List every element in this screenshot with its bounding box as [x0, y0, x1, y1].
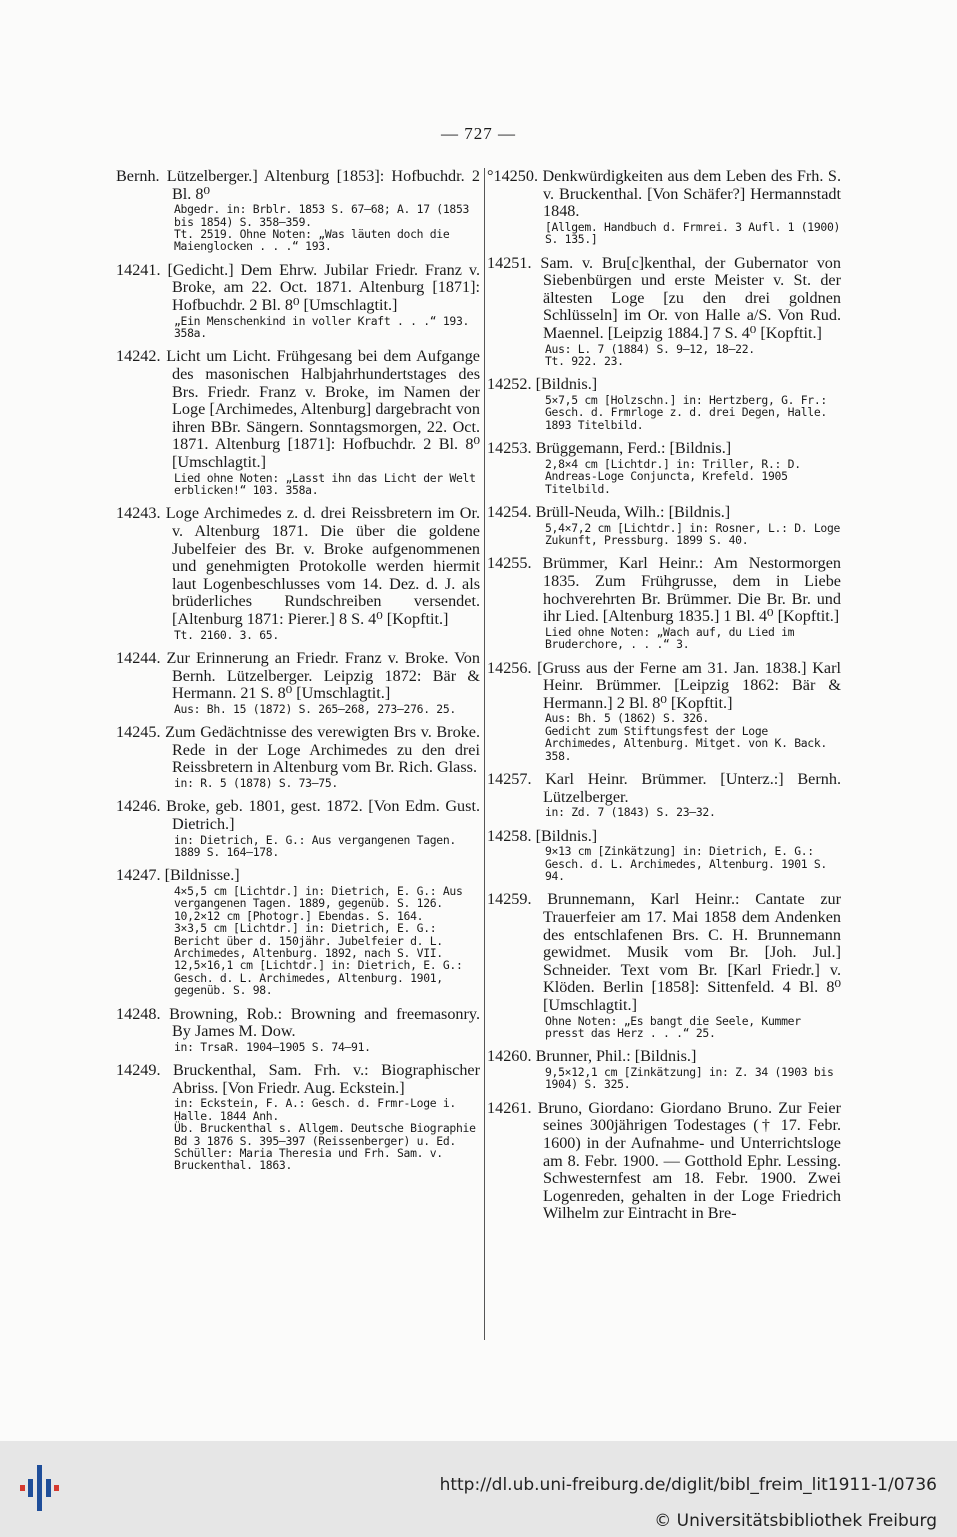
university-logo-icon [20, 1463, 60, 1513]
bibliography-entry [487, 255, 841, 368]
entry-note: Tt. 2160. 3. 65. [174, 627, 279, 642]
entry-title: 14245. Zum Gedächtnisse des verewigten Brs v. Broke. Rede in der Loge Archimedes zu den drei Reissbretern in Altenburg vom Br. Rich. Glass. [116, 723, 480, 777]
entry-title: °14250. Denkwürdigkeiten aus dem Leben des Frh. S. v. Bruckenthal. [Von Schäfer?] Hermannstadt 1848. [487, 167, 841, 221]
bibliography-entry [487, 771, 841, 819]
entry-title: 14249. Bruckenthal, Sam. Frh. v.: Biographischer Abriss. [Von Friedr. Aug. Eckstein.] [116, 1061, 480, 1097]
entry-note: Aus: Bh. 15 (1872) S. 265—268, 273—276. 25. [174, 701, 456, 716]
viewer-footer [0, 1441, 957, 1537]
copyright-text: © Universitätsbibliothek Freiburg [654, 1511, 937, 1531]
bibliography-entry [116, 650, 480, 715]
entry-title: 14258. [Bildnis.] [487, 826, 598, 845]
column-divider [484, 168, 485, 1340]
bibliography-entry [487, 504, 841, 546]
entry-title: 14246. Broke, geb. 1801, gest. 1872. [Von Edm. Gust. Dietrich.] [116, 797, 480, 833]
bibliography-entry [487, 168, 841, 246]
entry-title: 14243. Loge Archimedes z. d. drei Reissbretern im Or. v. Altenburg 1871. Die über die goldene Jubelfeier des Br. v. Broke aufgenommenen und genehmigten Protokolle werden hiermit laut Logenbeschlusses vom 14. Dez. d. J. als brüderliches Rundschreiben versendet. [Altenburg 1871: Pierer.] 8 S. 4⁰ [Kopftit.] [116, 504, 480, 628]
bibliography-entry [487, 1048, 841, 1090]
entry-title: 14257. Karl Heinr. Brümmer. [Unterz.:] Bernh. Lützelberger. [487, 770, 841, 806]
document-url-link[interactable]: http://dl.ub.uni-freiburg.de/diglit/bibl_freim_lit1911-1/0736 [439, 1475, 937, 1495]
bibliography-entry [487, 1100, 841, 1223]
bibliography-entry [116, 1062, 480, 1172]
entry-note: 9×13 cm [Zinkätzung] in: Dietrich, E. G.: Gesch. d. L. Archimedes, Altenburg. 1901 S. 94. [545, 844, 827, 883]
entry-note: Lied ohne Noten: „Wach auf, du Lied im Bruderchore, . . .“ 3. [545, 624, 795, 652]
right-column [487, 168, 841, 1232]
bibliography-entry [487, 660, 841, 762]
entry-note: in: Zd. 7 (1843) S. 23—32. [545, 805, 716, 820]
entry-title: 14256. [Gruss aus der Ferne am 31. Jan. 1838.] Karl Heinr. Brümmer. [Leipzig 1862: Bär & Hermann.] 2 Bl. 8⁰ [Kopftit.] [487, 658, 841, 712]
entry-title: 14260. Brunner, Phil.: [Bildnis.] [487, 1047, 697, 1066]
entry-note: 10,2×12 cm [Photogr.] Ebendas. S. 164. [174, 908, 424, 923]
bibliography-entry [116, 1006, 480, 1054]
entry-note: Abgedr. in: Brblr. 1853 S. 67—68; A. 17 (1853 bis 1854) S. 358—359. [174, 202, 470, 229]
entry-note: in: Dietrich, E. G.: Aus vergangenen Tagen. 1889 S. 164—178. [174, 832, 456, 859]
entry-note: Aus: L. 7 (1884) S. 9—12, 18—22. [545, 341, 755, 356]
entry-title: Bernh. Lützelberger.] Altenburg [1853]: Hofbuchdr. 2 Bl. 8⁰ [116, 167, 480, 203]
entry-title: 14248. Browning, Rob.: Browning and freemasonry. By James M. Dow. [116, 1004, 480, 1041]
entry-title: 14253. Brüggemann, Ferd.: [Bildnis.] [487, 439, 732, 458]
entry-note: Tt. 922. 23. [545, 353, 624, 368]
entry-note: 5×7,5 cm [Holzschn.] in: Hertzberg, G. Fr.: Gesch. d. Frmrloge z. d. drei Degen, Halle. 1893 Titelbild. [545, 392, 827, 432]
entry-note: Gedicht zum Stiftungsfest der Loge Archimedes, Altenburg. Mitget. von K. Back. 358. [545, 723, 827, 763]
entry-title: 14247. [Bildnisse.] [116, 866, 240, 885]
entry-note: 5,4×7,2 cm [Lichtdr.] in: Rosner, L.: D. Loge Zukunft, Pressburg. 1899 S. 40. [545, 520, 841, 547]
bibliography-entry [487, 555, 841, 650]
entry-note: Aus: Bh. 5 (1862) S. 326. [545, 711, 709, 726]
entry-note: 2,8×4 cm [Lichtdr.] in: Triller, R.: D. Andreas-Loge Conjuncta, Krefeld. 1905 Titelbild. [545, 456, 801, 496]
entry-title: 14261. Bruno, Giordano: Giordano Bruno. Zur Feier seines 300jährigen Todestages († 17. Febr. 1600) in der Aufnahme- und Unterrichtsloge am 8. Febr. 1900. — Gotthold Ephr. Lessing. Schwesternfest am 18. Febr. 1900. Zwei Logenreden, gehalten in der Loge Friedrich Wilhelm zur Eintracht in Bre- [487, 1098, 841, 1223]
entry-title: 14259. Brunnemann, Karl Heinr.: Cantate zur Trauerfeier am 17. Mai 1858 dem Andenken des entschlafenen Brs. C. H. Brunnemann gewidmet. Musik vom Br. [Joh. Jul.] Schneider. Text vom Br. [Karl Friedr.] v. Klöden. Berlin [1858]: Sittenfeld. 4 Bl. 8⁰ [Umschlagtit.] [487, 890, 841, 1014]
entry-note: Üb. Bruckenthal s. Allgem. Deutsche Biographie Bd 3 1876 S. 395—397 (Reissenberger) u. Ed. Schüller: Maria Theresia und Frh. Sam. v. Bruckenthal. 1863. [174, 1121, 476, 1173]
bibliography-entry [487, 828, 841, 883]
entry-note: Lied ohne Noten: „Lasst ihn das Licht der Welt erblicken!“ 103. 358a. [174, 470, 476, 497]
bibliography-entry [116, 168, 480, 253]
entry-note: 4×5,5 cm [Lichtdr.] in: Dietrich, E. G.: Aus vergangenen Tagen. 1889, gegenüb. S. 126. [174, 883, 463, 911]
bibliography-entry [116, 348, 480, 496]
bibliography-entry [487, 376, 841, 431]
entry-note: Tt. 2519. Ohne Noten: „Was läuten doch die Maienglocken . . .“ 193. [174, 227, 450, 254]
entry-note: 12,5×16,1 cm [Lichtdr.] in: Dietrich, E. G.: Gesch. d. L. Archimedes, Altenburg. 1901, gegenüb. S. 98. [174, 958, 463, 998]
entry-note: 3×3,5 cm [Lichtdr.] in: Dietrich, E. G.: Bericht über d. 150jähr. Jubelfeier d. L. Archimedes, Altenburg. 1892, nach S. VII. [174, 921, 443, 960]
entry-note: „Ein Menschenkind in voller Kraft . . .“ 193. 358a. [174, 313, 470, 340]
page-number: — 727 — [441, 124, 516, 143]
entry-title: 14254. Brüll-Neuda, Wilh.: [Bildnis.] [487, 503, 731, 521]
entry-title: 14255. Brümmer, Karl Heinr.: Am Nestormorgen 1835. Zum Frühgrusse, dem in Liebe hochverehrten Br. Brümmer. Die Br. Br. und ihr Lied. [Altenburg 1835.] 1 Bl. 4⁰ [Kopftit.] [487, 554, 841, 626]
entry-title: 14242. Licht um Licht. Frühgesang bei dem Aufgange des masonischen Halbjahrhundertstages des Brs. Friedr. Franz v. Broke, im Namen der Loge [Archimedes, Altenburg] dargebracht von ihren BBr. Sängern. Sonntagsmorgen, 22. Oct. 1871. Altenburg [1871]: Hofbuchdr. 2 Bl. 8⁰ [Umschlagtit.] [116, 347, 480, 471]
bibliography-entry [116, 505, 480, 641]
left-column [116, 168, 480, 1181]
bibliography-entry [116, 724, 480, 789]
bibliography-entry [116, 867, 480, 996]
entry-note: [Allgem. Handbuch d. Frmrei. 3 Aufl. 1 (1900) S. 135.] [545, 219, 841, 247]
entry-title: 14252. [Bildnis.] [487, 375, 598, 394]
entry-note: 9,5×12,1 cm [Zinkätzung] in: Z. 34 (1903 bis 1904) S. 325. [545, 1064, 834, 1092]
entry-note: Ohne Noten: „Es bangt die Seele, Kummer presst das Herz . . .“ 25. [545, 1013, 801, 1040]
entry-title: 14241. [Gedicht.] Dem Ehrw. Jubilar Friedr. Franz v. Broke, am 22. Oct. 1871. Altenburg [1871]: Hofbuchdr. 2 Bl. 8⁰ [Umschlagtit.] [116, 260, 480, 314]
entry-title: 14244. Zur Erinnerung an Friedr. Franz v. Broke. Von Bernh. Lützelberger. Leipzig 1872: Bär & Hermann. 21 S. 8⁰ [Umschlagtit.] [116, 648, 480, 703]
entry-note: in: R. 5 (1878) S. 73—75. [174, 775, 338, 790]
entry-note: in: TrsaR. 1904—1905 S. 74—91. [174, 1039, 371, 1054]
bibliography-entry [116, 798, 480, 858]
entry-title: 14251. Sam. v. Bru[c]kenthal, der Gubernator von Siebenbürgen und erste Meister v. St. der ältesten Loge [zu den drei goldnen Schlüsseln] im Or. von Halle a/S. Von Rud. Maennel. [Leipzig 1884.] 7 S. 4⁰ [Kopftit.] [487, 253, 841, 342]
bibliography-entry [487, 440, 841, 495]
entry-note: in: Eckstein, F. A.: Gesch. d. Frmr-Loge i. Halle. 1844 Anh. [174, 1096, 456, 1123]
bibliography-entry [487, 891, 841, 1039]
bibliography-entry [116, 262, 480, 340]
